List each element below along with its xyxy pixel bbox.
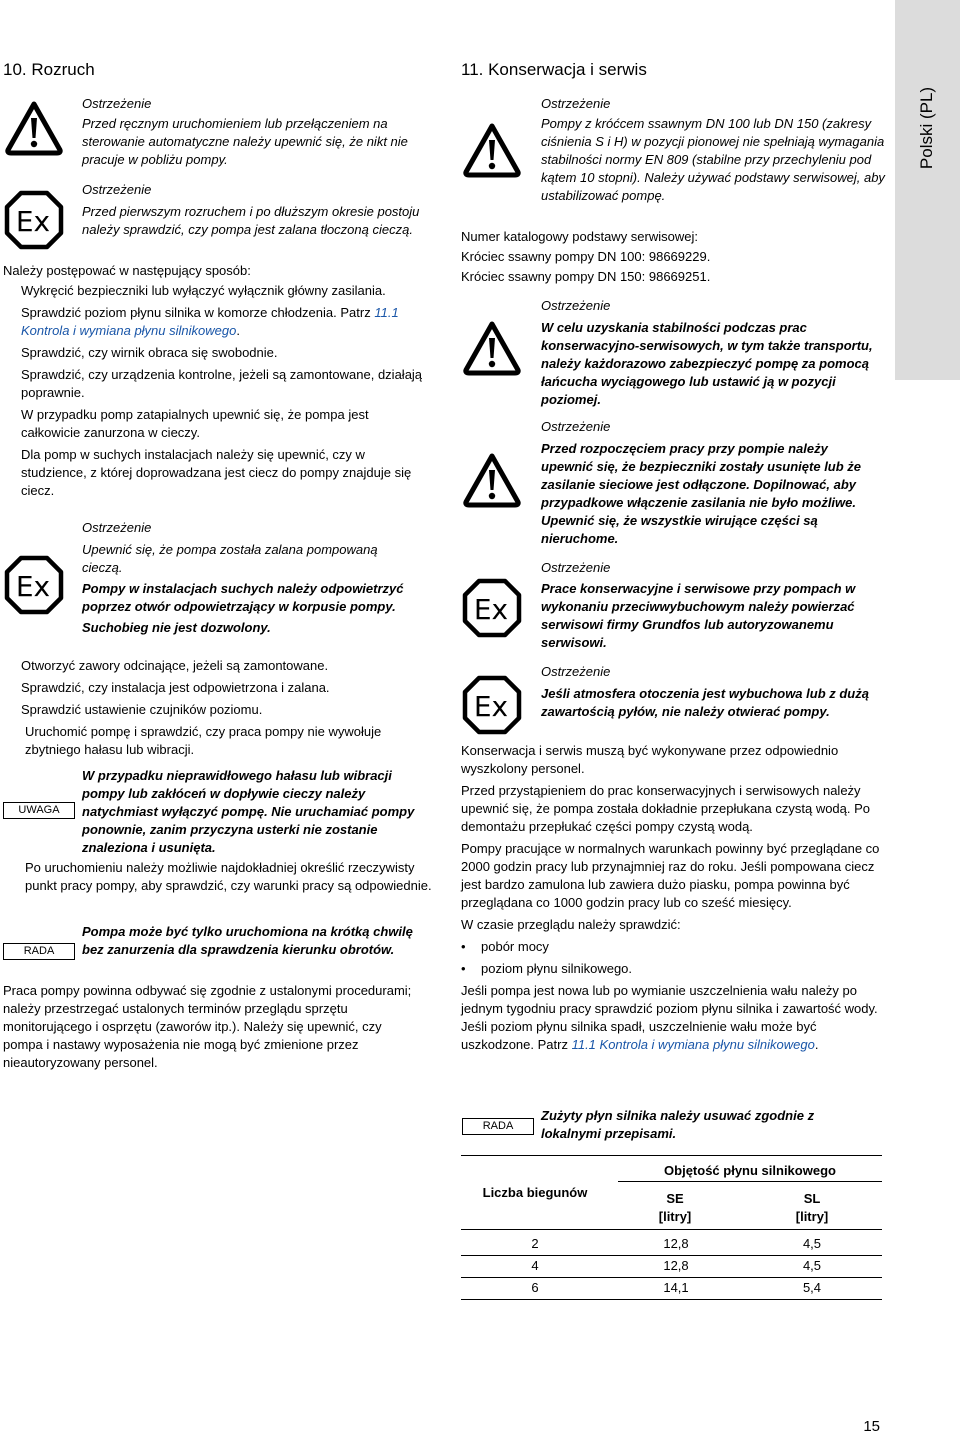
ex-hazard-icon [4,555,64,615]
table-rule [461,1277,882,1278]
tip-badge: RADA [3,943,75,960]
warning-label: Ostrzeżenie [541,298,611,313]
section-title-maintenance: 11. Konserwacja i serwis [461,60,647,79]
closing-paragraph: Praca pompy powinna odbywać się zgodnie z ustalonymi procedurami; należy przestrzegać ustalonych terminów przeglądu sprzętu monitorującego i osprzętu (zaworów itp.). Należy się upewnić, czy pompa i nastawy wyposażenia nie mogą być zmienione przez nieautoryzowany personel. [3,983,412,1070]
warning-label: Ostrzeżenie [82,520,152,535]
paragraph: Konserwacja i serwis muszą być wykonywane przez odpowiednio wyszkolony personel. [461,743,839,776]
caution-badge: UWAGA [3,802,75,819]
warning-triangle-icon [462,320,522,376]
procedure-list-continued [3,657,423,759]
catalog-heading: Numer katalogowy podstawy serwisowej: [461,229,698,244]
table-header-sl: SL [litry] [795,1191,829,1224]
table-header-se: SE [litry] [658,1191,692,1224]
svg-text:Ex: Ex [15,570,51,603]
list-item: Sprawdzić poziom płynu silnika w komorze chłodzenia. Patrz 11.1 Kontrola i wymiana płynu silnikowego. [21,305,399,338]
svg-text:Ex: Ex [473,593,509,626]
tip-text: Zużyty płyn silnika należy usuwać zgodnie z lokalnymi przepisami. [541,1108,815,1141]
warning-label: Ostrzeżenie [82,96,152,111]
list-item: Sprawdzić ustawienie czujników poziomu. [21,702,263,717]
warning-label: Ostrzeżenie [541,560,611,575]
table-top-rule [461,1155,882,1156]
warning-text: Przed ręcznym uruchomieniem lub przełączeniem na sterowanie automatyczne należy upewnić się, że nikt nie pracuje w pobliżu pompy. [82,116,408,167]
maintenance-text [461,742,886,1054]
list-item: Sprawdzić, czy urządzenia kontrolne, jeżeli są zamontowane, działają poprawnie. [21,367,423,400]
svg-text:Ex: Ex [15,205,51,238]
table-row: 6 14,1 5,4 [531,1280,822,1295]
ex-hazard-icon [462,675,522,735]
warning-label: Ostrzeżenie [82,182,152,197]
procedure-list [3,282,423,500]
paragraph: Pompy pracujące w normalnych warunkach powinny być przeglądane co 2000 godzin pracy lub przynajmniej raz do roku. Jeśli pompowana ciecz jest bardzo zamulona lub zawiera dużo piasku, pompa powinna być przeglądana co 1000 godzin pracy lub co sześć miesięcy. [461,841,880,910]
warning-text: Pompy z króćcem ssawnym DN 100 lub DN 150 (zakresy ciśnienia S i H) w pozycji pionowej nie spełniają wymagania stabilności normy EN 809 (stabilne przy przechyleniu pod kątem 10 stopni). Należy używać podstawy serwisowej, aby ustabilizować pompę. [541,116,885,203]
cross-reference-link[interactable]: 11.1 Kontrola i wymiana płynu silnikowego [21,305,399,338]
list-item: Wykręcić bezpieczniki lub wyłączyć wyłącznik główny zasilania. [21,283,386,298]
list-item: Otworzyć zawory odcinające, jeżeli są zamontowane. [21,658,329,673]
procedure-intro: Należy postępować w następujący sposób: [3,263,251,278]
warning-text: Przed pierwszym rozruchem i po dłuższym okresie postoju należy sprawdzić, czy pompa jest zalana tłoczoną cieczą. [82,204,420,237]
list-item: Dla pomp w suchych instalacjach należy się upewnić, czy w studzience, z której doprowadzana jest ciecz do pompy znajduje się ciecz. [21,447,412,498]
caution-text: W przypadku nieprawidłowego hałasu lub wibracji pompy lub zakłóceń w dopływie cieczy należy natychmiast wyłączyć pompę. Nie uruchamiać pompy ponownie, zanim przyczyna usterki nie zostanie znaleziona i usunięta. [82,768,415,855]
section-title-startup: 10. Rozruch [3,60,95,79]
list-item: W przypadku pomp zatapialnych upewnić się, że pompa jest całkowicie zanurzona w cieczy. [21,407,369,440]
catalog-number: Króciec ssawny pompy DN 150: 98669251. [461,269,711,284]
list-item: Sprawdzić, czy wirnik obraca się swobodnie. [21,345,278,360]
list-item: Sprawdzić, czy instalacja jest odpowietrzona i zalana. [21,680,330,695]
warning-text: Upewnić się, że pompa została zalana pompowaną cieczą. Pompy w instalacjach suchych należy odpowietrzyć poprzez otwór odpowietrzający w korpusie pompy. Suchobieg nie jest dozwolony. [82,542,404,635]
table-header-poles: Liczba biegunów [482,1185,588,1200]
table-bottom-rule [461,1299,882,1300]
tip-badge: RADA [462,1118,534,1135]
tip-text: Pompa może być tylko uruchomiona na krótką chwilę bez zanurzenia dla sprawdzenia kierunku obrotów. [82,924,413,957]
catalog-number: Króciec ssawny pompy DN 100: 98669229. [461,249,711,264]
table-rule [618,1181,882,1182]
table-body [461,1235,882,1301]
warning-text: W celu uzyskania stabilności podczas prac konserwacyjno-serwisowych, w tym także transportu, należy każdorazowo zabezpieczyć pompę za pomocą łańcucha wyciągowego lub ustawić ją w pozycji poziomej. [541,320,873,407]
warning-triangle-icon [4,100,64,156]
table-row: 4 12,8 4,5 [531,1258,822,1273]
cross-reference-link[interactable]: 11.1 Kontrola i wymiana płynu silnikowego [571,1037,815,1052]
table-header-volume: Objętość płynu silnikowego [664,1163,836,1178]
warning-triangle-icon [462,452,522,508]
language-tab-label: Polski (PL) [917,86,936,170]
warning-triangle-icon [462,122,522,178]
svg-text:Ex: Ex [473,690,509,723]
list-item: Po uruchomieniu należy możliwie najdokładniej określić rzeczywisty punkt pracy pompy, aby sprawdzić, czy warunki pracy są odpowiednie. [25,860,432,893]
table-rule [461,1255,882,1256]
language-tab [895,0,960,380]
warning-text: Prace konserwacyjne i serwisowe przy pompach w wykonaniu przeciwwybuchowym należy powierzać serwisowi firmy Grundfos lub autoryzowanemu serwisowi. [541,581,856,650]
paragraph: Przed przystąpieniem do prac konserwacyjnych i serwisowych należy upewnić się, że pompa została dokładnie przepłukana czystą wodą. Po demontażu przepłukać części pompy czystą wodą. [461,783,871,834]
paragraph: W czasie przeglądu należy sprawdzić: [461,917,681,932]
bullet-item: • pobór mocy [461,939,549,954]
warning-text: Jeśli atmosfera otoczenia jest wybuchowa lub z dużą zawartością pyłów, nie należy otwierać pompy. [541,686,869,719]
list-item: Uruchomić pompę i sprawdzić, czy praca pompy nie wywołuje zbytniego hałasu lub wibracji. [25,724,382,757]
bullet-item: • poziom płynu silnikowego. [461,961,633,976]
warning-label: Ostrzeżenie [541,419,611,434]
paragraph: Jeśli pompa jest nowa lub po wymianie uszczelnienia wału należy po jednym tygodniu pracy sprawdzić poziom płynu silnika i zawartość wody. Jeśli poziom płynu silnika spadł, uszczelnienie wału może być uszkodzone. Patrz 11.1 Kontrola i wymiana płynu silnikowego. [461,983,878,1052]
page-number: 15 [863,1418,880,1435]
table-rule [461,1229,882,1230]
ex-hazard-icon [4,190,64,250]
warning-label: Ostrzeżenie [541,96,611,111]
warning-text: Przed rozpoczęciem pracy przy pompie należy upewnić się, że bezpieczniki zostały usunięte lub że zasilanie sieciowe jest odłączone. Dopilnować, aby przypadkowe włączenie zasilania nie było możliwe. Upewnić się, że wszystkie wirujące części są nieruchome. [541,441,862,546]
ex-hazard-icon [462,578,522,638]
table-row: 2 12,8 4,5 [531,1236,822,1251]
warning-label: Ostrzeżenie [541,664,611,679]
